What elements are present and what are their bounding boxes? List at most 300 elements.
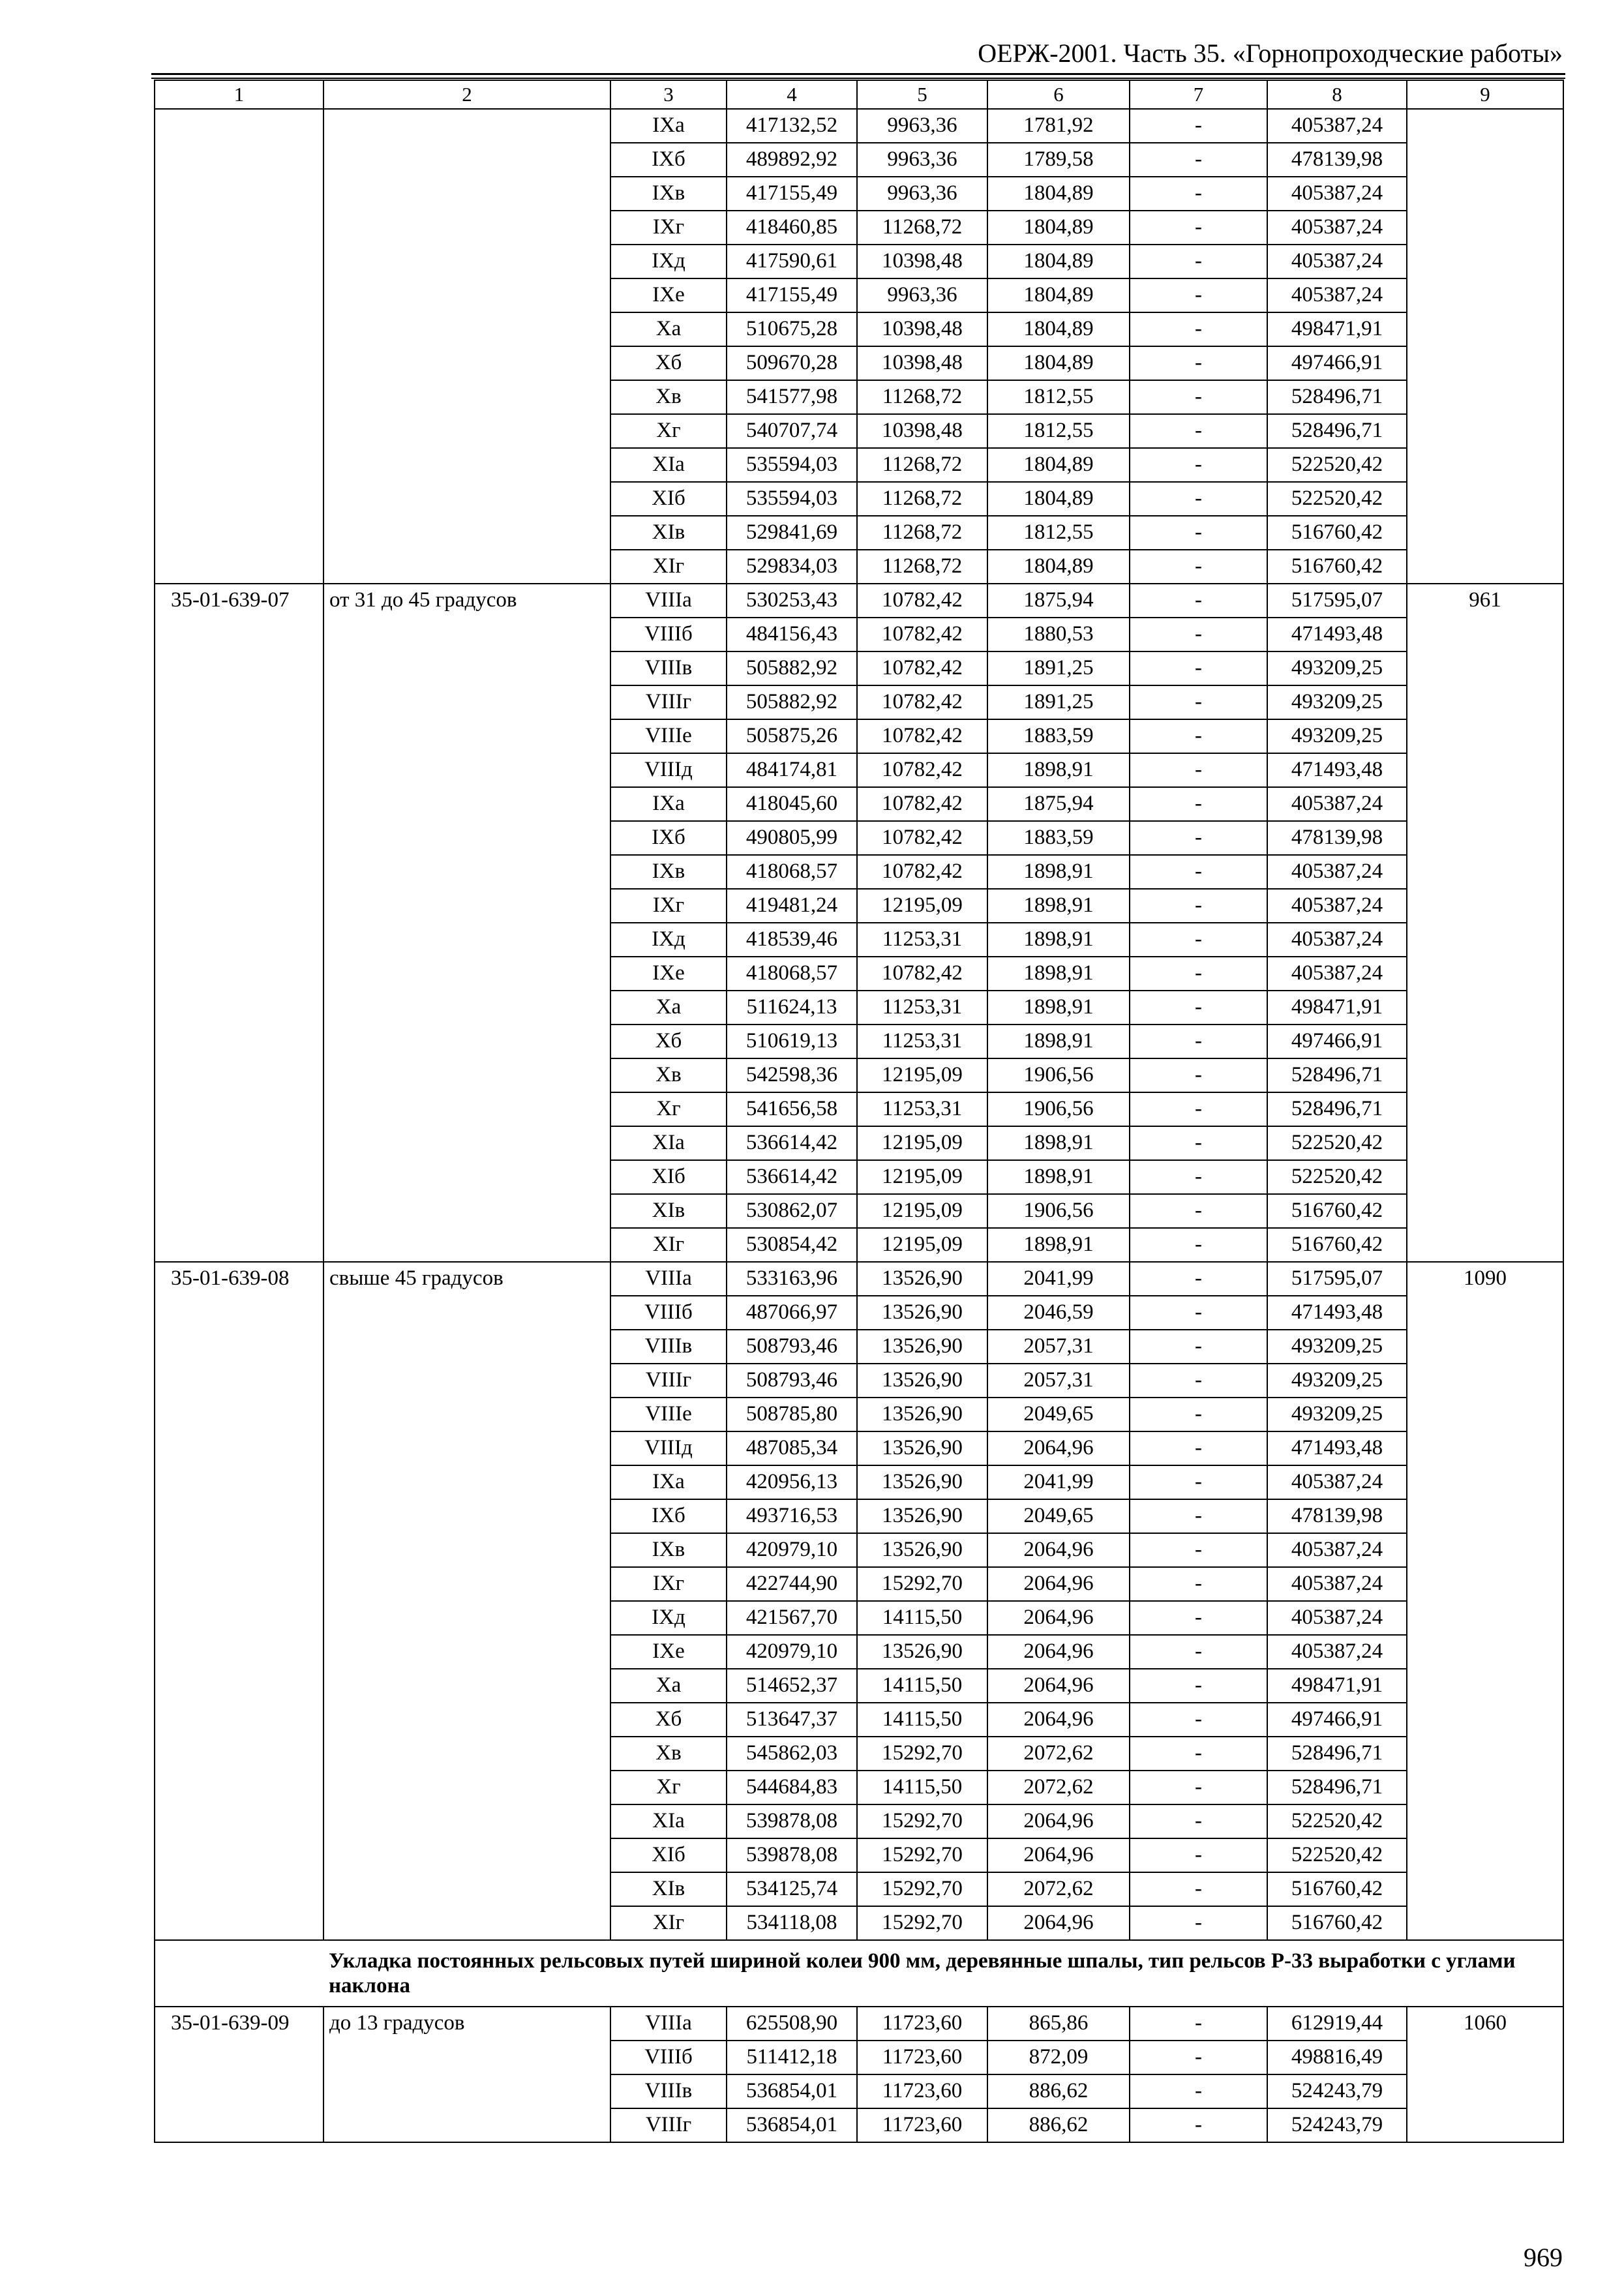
cell-col-7: - (1130, 482, 1267, 516)
cell-col-7: - (1130, 1126, 1267, 1160)
rate-description: от 31 до 45 градусов (323, 584, 610, 1262)
cell-col-8: 478139,98 (1267, 143, 1407, 177)
cell-col-6: 1804,89 (987, 177, 1130, 211)
page-number: 969 (1524, 2243, 1563, 2272)
cell-row-label: VIIIв (610, 651, 727, 685)
cell-col-6: 1812,55 (987, 380, 1130, 414)
cell-col-6: 2064,96 (987, 1431, 1130, 1465)
cell-col-4: 539878,08 (727, 1838, 857, 1872)
cell-row-label: VIIIб (610, 1296, 727, 1330)
cell-col-7: - (1130, 1296, 1267, 1330)
cell-col-4: 421567,70 (727, 1601, 857, 1635)
cell-col-8: 524243,79 (1267, 2074, 1407, 2108)
column-number: 7 (1130, 80, 1267, 109)
cell-col-8: 516760,42 (1267, 516, 1407, 550)
cell-col-8: 405387,24 (1267, 1635, 1407, 1669)
cell-col-7: - (1130, 1601, 1267, 1635)
section-spacer (155, 1940, 323, 2007)
cell-col-5: 15292,70 (857, 1737, 987, 1771)
cell-col-8: 471493,48 (1267, 1431, 1407, 1465)
cell-col-6: 2064,96 (987, 1804, 1130, 1838)
cell-col-4: 530253,43 (727, 584, 857, 618)
cell-col-6: 1883,59 (987, 719, 1130, 753)
cell-col-5: 13526,90 (857, 1533, 987, 1567)
column-number: 6 (987, 80, 1130, 109)
cell-col-7: - (1130, 1499, 1267, 1533)
cell-col-6: 1804,89 (987, 211, 1130, 245)
cell-col-4: 505882,92 (727, 685, 857, 719)
cell-col-8: 498816,49 (1267, 2041, 1407, 2074)
cell-row-label: VIIIе (610, 1398, 727, 1431)
cell-col-6: 1781,92 (987, 109, 1130, 143)
cell-col-8: 528496,71 (1267, 380, 1407, 414)
cell-col-7: - (1130, 1398, 1267, 1431)
cell-col-7: - (1130, 245, 1267, 278)
cell-col-6: 1891,25 (987, 651, 1130, 685)
cell-col-7: - (1130, 1838, 1267, 1872)
cell-col-7: - (1130, 211, 1267, 245)
cell-col-6: 2064,96 (987, 1635, 1130, 1669)
cell-col-4: 535594,03 (727, 448, 857, 482)
cell-col-6: 1880,53 (987, 618, 1130, 651)
cell-col-5: 14115,50 (857, 1703, 987, 1737)
cell-col-5: 14115,50 (857, 1669, 987, 1703)
cell-col-6: 886,62 (987, 2074, 1130, 2108)
cell-col-7: - (1130, 516, 1267, 550)
cell-col-7: - (1130, 109, 1267, 143)
cell-col-6: 2064,96 (987, 1533, 1130, 1567)
cell-col-5: 10782,42 (857, 651, 987, 685)
cell-col-6: 1812,55 (987, 516, 1130, 550)
cell-row-label: VIIIа (610, 2007, 727, 2041)
cell-row-label: Xг (610, 414, 727, 448)
cell-col-7: - (1130, 1804, 1267, 1838)
cell-col-8: 528496,71 (1267, 1058, 1407, 1092)
cell-col-8: 405387,24 (1267, 278, 1407, 312)
cell-col-8: 528496,71 (1267, 1737, 1407, 1771)
cell-col-8: 522520,42 (1267, 448, 1407, 482)
cell-col-5: 11253,31 (857, 923, 987, 957)
cell-col-6: 2057,31 (987, 1364, 1130, 1398)
cell-col-5: 9963,36 (857, 177, 987, 211)
cell-col-7: - (1130, 651, 1267, 685)
rate-code: 35-01-639-07 (155, 584, 323, 1262)
cell-row-label: VIIIб (610, 2041, 727, 2074)
cell-col-8: 528496,71 (1267, 1092, 1407, 1126)
cell-row-label: VIIIг (610, 1364, 727, 1398)
cell-col-4: 508793,46 (727, 1330, 857, 1364)
col-9-value (1407, 109, 1563, 584)
cell-col-8: 524243,79 (1267, 2108, 1407, 2142)
cell-col-8: 498471,91 (1267, 312, 1407, 346)
cell-col-8: 405387,24 (1267, 177, 1407, 211)
cell-col-4: 529841,69 (727, 516, 857, 550)
cell-col-6: 2041,99 (987, 1262, 1130, 1296)
cell-col-4: 541577,98 (727, 380, 857, 414)
cell-row-label: VIIIб (610, 618, 727, 651)
cell-col-6: 1883,59 (987, 821, 1130, 855)
cell-row-label: VIIIа (610, 1262, 727, 1296)
cell-col-7: - (1130, 685, 1267, 719)
cell-col-4: 418460,85 (727, 211, 857, 245)
cell-col-6: 2072,62 (987, 1771, 1130, 1804)
cell-col-7: - (1130, 923, 1267, 957)
cell-col-8: 516760,42 (1267, 1872, 1407, 1906)
cell-col-4: 511412,18 (727, 2041, 857, 2074)
column-number: 4 (727, 80, 857, 109)
cell-col-8: 405387,24 (1267, 855, 1407, 889)
cell-col-7: - (1130, 1262, 1267, 1296)
cell-col-5: 13526,90 (857, 1330, 987, 1364)
cell-col-5: 10398,48 (857, 312, 987, 346)
cell-col-7: - (1130, 991, 1267, 1025)
cell-row-label: IXа (610, 787, 727, 821)
cell-col-7: - (1130, 143, 1267, 177)
column-number: 1 (155, 80, 323, 109)
cell-col-4: 487085,34 (727, 1431, 857, 1465)
cell-row-label: VIIIд (610, 1431, 727, 1465)
cell-col-4: 490805,99 (727, 821, 857, 855)
cell-col-6: 1789,58 (987, 143, 1130, 177)
cell-col-4: 422744,90 (727, 1567, 857, 1601)
cell-col-8: 612919,44 (1267, 2007, 1407, 2041)
cell-col-4: 417155,49 (727, 278, 857, 312)
cell-row-label: Xб (610, 346, 727, 380)
cell-col-7: - (1130, 618, 1267, 651)
cell-col-7: - (1130, 177, 1267, 211)
cell-col-7: - (1130, 380, 1267, 414)
cell-col-8: 478139,98 (1267, 821, 1407, 855)
cell-col-5: 15292,70 (857, 1804, 987, 1838)
cell-row-label: IXб (610, 143, 727, 177)
cell-col-5: 13526,90 (857, 1296, 987, 1330)
rate-code: 35-01-639-08 (155, 1262, 323, 1940)
cell-col-7: - (1130, 312, 1267, 346)
cell-col-6: 872,09 (987, 2041, 1130, 2074)
cell-col-6: 1804,89 (987, 482, 1130, 516)
cell-row-label: XIа (610, 1804, 727, 1838)
cell-col-6: 1898,91 (987, 923, 1130, 957)
col-9-value: 961 (1407, 584, 1563, 1262)
cell-col-7: - (1130, 855, 1267, 889)
column-number: 9 (1407, 80, 1563, 109)
cell-col-7: - (1130, 2108, 1267, 2142)
cell-col-6: 1875,94 (987, 584, 1130, 618)
cell-col-6: 1804,89 (987, 346, 1130, 380)
cell-col-6: 2049,65 (987, 1398, 1130, 1431)
cell-col-5: 9963,36 (857, 278, 987, 312)
cell-col-4: 418068,57 (727, 855, 857, 889)
page-header-title: ОЕРЖ-2001. Часть 35. «Горнопроходческие работы» (978, 38, 1563, 68)
cell-col-5: 13526,90 (857, 1262, 987, 1296)
cell-col-6: 1898,91 (987, 753, 1130, 787)
cell-col-4: 533163,96 (727, 1262, 857, 1296)
cell-col-7: - (1130, 1025, 1267, 1058)
cell-row-label: VIIIг (610, 685, 727, 719)
cell-col-4: 530854,42 (727, 1228, 857, 1262)
cell-row-label: Xв (610, 380, 727, 414)
col-9-value: 1090 (1407, 1262, 1563, 1940)
cell-col-6: 2064,96 (987, 1669, 1130, 1703)
cell-col-8: 405387,24 (1267, 245, 1407, 278)
cell-col-7: - (1130, 1058, 1267, 1092)
cell-col-6: 2057,31 (987, 1330, 1130, 1364)
cell-col-5: 11253,31 (857, 991, 987, 1025)
column-number: 3 (610, 80, 727, 109)
cell-col-7: - (1130, 584, 1267, 618)
cell-col-7: - (1130, 1330, 1267, 1364)
cell-col-8: 405387,24 (1267, 1601, 1407, 1635)
cell-col-8: 405387,24 (1267, 889, 1407, 923)
cell-col-6: 1898,91 (987, 957, 1130, 991)
cell-col-5: 9963,36 (857, 109, 987, 143)
cell-col-6: 1906,56 (987, 1092, 1130, 1126)
cell-col-7: - (1130, 278, 1267, 312)
cell-col-4: 417590,61 (727, 245, 857, 278)
cell-col-4: 508785,80 (727, 1398, 857, 1431)
cell-col-4: 417155,49 (727, 177, 857, 211)
cell-col-7: - (1130, 753, 1267, 787)
cell-col-4: 536614,42 (727, 1126, 857, 1160)
cell-col-5: 11268,72 (857, 211, 987, 245)
cell-row-label: Xб (610, 1703, 727, 1737)
cell-col-6: 865,86 (987, 2007, 1130, 2041)
cell-col-5: 14115,50 (857, 1771, 987, 1804)
cell-col-6: 1804,89 (987, 448, 1130, 482)
cell-col-6: 1898,91 (987, 889, 1130, 923)
cell-row-label: XIг (610, 550, 727, 584)
cell-col-6: 1906,56 (987, 1194, 1130, 1228)
cell-col-6: 1804,89 (987, 312, 1130, 346)
cell-row-label: IXб (610, 1499, 727, 1533)
cell-col-5: 11723,60 (857, 2007, 987, 2041)
cell-row-label: VIIIв (610, 1330, 727, 1364)
cell-col-5: 14115,50 (857, 1601, 987, 1635)
cell-col-8: 498471,91 (1267, 1669, 1407, 1703)
cell-col-8: 522520,42 (1267, 1126, 1407, 1160)
cell-row-label: Xв (610, 1058, 727, 1092)
cell-row-label: IXб (610, 821, 727, 855)
cell-col-4: 417132,52 (727, 109, 857, 143)
cell-col-4: 489892,92 (727, 143, 857, 177)
cell-col-8: 522520,42 (1267, 1160, 1407, 1194)
cell-col-4: 418068,57 (727, 957, 857, 991)
cell-col-7: - (1130, 1431, 1267, 1465)
cell-col-5: 13526,90 (857, 1398, 987, 1431)
table-row (155, 584, 1563, 618)
cell-col-4: 505882,92 (727, 651, 857, 685)
cell-row-label: Xг (610, 1092, 727, 1126)
section-heading-row (155, 1940, 1563, 2007)
cell-col-5: 10398,48 (857, 414, 987, 448)
cell-col-7: - (1130, 1533, 1267, 1567)
cell-col-8: 405387,24 (1267, 957, 1407, 991)
cell-col-5: 13526,90 (857, 1431, 987, 1465)
cell-col-4: 539878,08 (727, 1804, 857, 1838)
rates-table (154, 80, 1564, 2143)
table-body (155, 80, 1563, 2142)
cell-col-6: 1898,91 (987, 991, 1130, 1025)
cell-col-8: 493209,25 (1267, 1364, 1407, 1398)
cell-col-7: - (1130, 1228, 1267, 1262)
cell-col-5: 10398,48 (857, 346, 987, 380)
cell-col-8: 405387,24 (1267, 1533, 1407, 1567)
cell-col-4: 545862,03 (727, 1737, 857, 1771)
cell-col-8: 497466,91 (1267, 1025, 1407, 1058)
cell-col-4: 529834,03 (727, 550, 857, 584)
table-row (155, 1262, 1563, 1296)
cell-col-4: 420979,10 (727, 1635, 857, 1669)
cell-col-5: 10782,42 (857, 855, 987, 889)
cell-col-7: - (1130, 719, 1267, 753)
cell-row-label: Xа (610, 991, 727, 1025)
cell-col-7: - (1130, 1160, 1267, 1194)
cell-col-6: 1898,91 (987, 1160, 1130, 1194)
header-rule-top (151, 73, 1565, 75)
cell-col-7: - (1130, 1872, 1267, 1906)
cell-col-4: 536854,01 (727, 2074, 857, 2108)
cell-row-label: IXд (610, 245, 727, 278)
cell-col-5: 10398,48 (857, 245, 987, 278)
section-heading: Укладка постоянных рельсовых путей шириной колеи 900 мм, деревянные шпалы, тип рельсов Р-33 выработки с углами наклона (323, 1940, 1563, 2007)
cell-col-6: 2064,96 (987, 1906, 1130, 1940)
cell-col-4: 484156,43 (727, 618, 857, 651)
cell-row-label: Xг (610, 1771, 727, 1804)
cell-col-4: 418539,46 (727, 923, 857, 957)
cell-col-7: - (1130, 1906, 1267, 1940)
cell-col-5: 11723,60 (857, 2074, 987, 2108)
cell-row-label: IXд (610, 923, 727, 957)
cell-col-5: 12195,09 (857, 1126, 987, 1160)
rate-description (323, 109, 610, 584)
table-row (155, 2007, 1563, 2041)
col-9-value: 1060 (1407, 2007, 1563, 2142)
cell-col-5: 12195,09 (857, 1160, 987, 1194)
cell-col-7: - (1130, 1465, 1267, 1499)
cell-col-5: 13526,90 (857, 1499, 987, 1533)
cell-col-5: 11268,72 (857, 482, 987, 516)
cell-col-8: 405387,24 (1267, 923, 1407, 957)
cell-col-4: 535594,03 (727, 482, 857, 516)
cell-col-4: 540707,74 (727, 414, 857, 448)
cell-col-6: 2046,59 (987, 1296, 1130, 1330)
cell-row-label: VIIIд (610, 753, 727, 787)
cell-col-4: 534118,08 (727, 1906, 857, 1940)
cell-col-6: 1898,91 (987, 1025, 1130, 1058)
cell-col-6: 2064,96 (987, 1601, 1130, 1635)
cell-col-6: 1804,89 (987, 245, 1130, 278)
cell-col-7: - (1130, 889, 1267, 923)
cell-row-label: IXе (610, 957, 727, 991)
cell-col-8: 517595,07 (1267, 584, 1407, 618)
cell-col-6: 1898,91 (987, 1126, 1130, 1160)
cell-col-4: 508793,46 (727, 1364, 857, 1398)
cell-col-5: 11723,60 (857, 2041, 987, 2074)
cell-col-8: 522520,42 (1267, 1804, 1407, 1838)
cell-row-label: XIг (610, 1906, 727, 1940)
cell-row-label: IXа (610, 109, 727, 143)
cell-col-6: 1906,56 (987, 1058, 1130, 1092)
cell-row-label: VIIIв (610, 2074, 727, 2108)
cell-col-4: 420979,10 (727, 1533, 857, 1567)
cell-col-7: - (1130, 1669, 1267, 1703)
cell-col-8: 493209,25 (1267, 651, 1407, 685)
cell-row-label: IXг (610, 889, 727, 923)
cell-row-label: IXг (610, 211, 727, 245)
cell-col-5: 15292,70 (857, 1838, 987, 1872)
cell-row-label: IXв (610, 1533, 727, 1567)
cell-col-7: - (1130, 2007, 1267, 2041)
cell-col-7: - (1130, 1567, 1267, 1601)
cell-col-6: 2049,65 (987, 1499, 1130, 1533)
cell-col-8: 517595,07 (1267, 1262, 1407, 1296)
cell-col-4: 511624,13 (727, 991, 857, 1025)
cell-col-5: 10782,42 (857, 719, 987, 753)
cell-row-label: Xа (610, 1669, 727, 1703)
cell-row-label: IXв (610, 855, 727, 889)
cell-col-7: - (1130, 414, 1267, 448)
cell-col-4: 510619,13 (727, 1025, 857, 1058)
cell-col-4: 534125,74 (727, 1872, 857, 1906)
cell-col-5: 10782,42 (857, 618, 987, 651)
cell-col-5: 12195,09 (857, 889, 987, 923)
cell-row-label: IXг (610, 1567, 727, 1601)
cell-col-4: 536614,42 (727, 1160, 857, 1194)
cell-col-5: 13526,90 (857, 1635, 987, 1669)
cell-row-label: XIб (610, 482, 727, 516)
cell-row-label: XIа (610, 1126, 727, 1160)
cell-col-4: 487066,97 (727, 1296, 857, 1330)
cell-row-label: XIа (610, 448, 727, 482)
cell-col-8: 493209,25 (1267, 685, 1407, 719)
column-number: 8 (1267, 80, 1407, 109)
cell-row-label: IXе (610, 1635, 727, 1669)
cell-col-8: 471493,48 (1267, 1296, 1407, 1330)
cell-col-4: 484174,81 (727, 753, 857, 787)
cell-col-7: - (1130, 957, 1267, 991)
cell-col-7: - (1130, 1635, 1267, 1669)
cell-col-6: 1804,89 (987, 550, 1130, 584)
cell-col-5: 11268,72 (857, 448, 987, 482)
cell-col-8: 405387,24 (1267, 1567, 1407, 1601)
cell-col-8: 471493,48 (1267, 618, 1407, 651)
table-row (155, 109, 1563, 143)
cell-row-label: VIIIе (610, 719, 727, 753)
cell-col-6: 1875,94 (987, 787, 1130, 821)
rate-code (155, 109, 323, 584)
cell-col-7: - (1130, 1737, 1267, 1771)
cell-row-label: XIб (610, 1160, 727, 1194)
cell-col-5: 10782,42 (857, 957, 987, 991)
cell-col-8: 516760,42 (1267, 1906, 1407, 1940)
cell-col-7: - (1130, 1092, 1267, 1126)
cell-col-4: 510675,28 (727, 312, 857, 346)
cell-col-5: 12195,09 (857, 1228, 987, 1262)
cell-col-4: 505875,26 (727, 719, 857, 753)
cell-col-7: - (1130, 1364, 1267, 1398)
cell-row-label: Xб (610, 1025, 727, 1058)
cell-col-8: 405387,24 (1267, 787, 1407, 821)
cell-col-8: 498471,91 (1267, 991, 1407, 1025)
cell-row-label: XIб (610, 1838, 727, 1872)
cell-col-6: 1891,25 (987, 685, 1130, 719)
cell-row-label: XIг (610, 1228, 727, 1262)
cell-col-6: 886,62 (987, 2108, 1130, 2142)
cell-col-5: 9963,36 (857, 143, 987, 177)
cell-col-7: - (1130, 346, 1267, 380)
cell-col-6: 1898,91 (987, 1228, 1130, 1262)
cell-col-7: - (1130, 2074, 1267, 2108)
